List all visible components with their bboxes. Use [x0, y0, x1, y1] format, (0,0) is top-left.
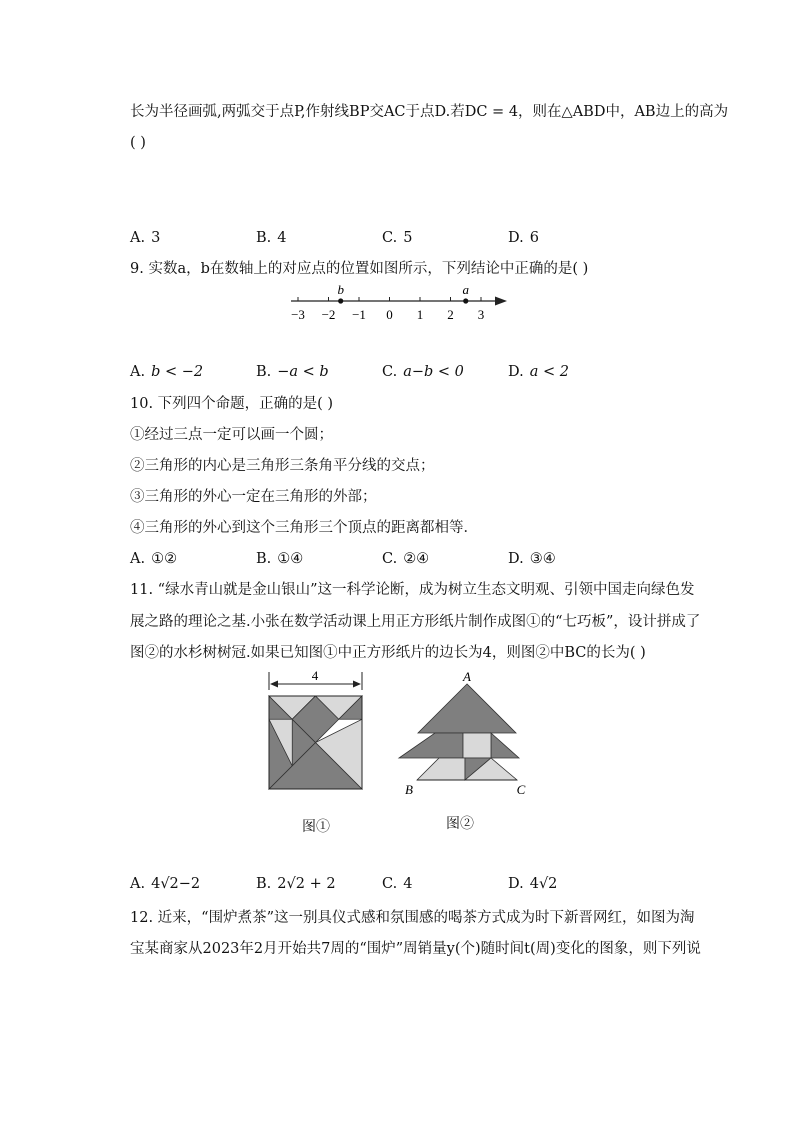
q11-option-c[interactable] [382, 874, 412, 894]
q12-text-line2: 宝某商家从2023年2月开始共7周的“围炉”周销量y(个)随时间t(周)变化的图象，则下列说 [130, 941, 701, 957]
dim-arrow-right [353, 681, 361, 688]
tick-label: −3 [291, 307, 305, 322]
option-value: ①② [151, 551, 178, 567]
point-b-label: b [337, 283, 344, 297]
option-label: B. [256, 230, 272, 246]
tick-label: −1 [352, 307, 366, 322]
option-label: A. [130, 876, 146, 892]
dim-arrow-left [270, 681, 278, 688]
dimension-label: 4 [311, 668, 319, 683]
option-value: b < −2 [151, 364, 204, 380]
option-label: A. [130, 230, 146, 246]
option-value: 2√2 + 2 [277, 876, 336, 892]
q10-option-a[interactable] [130, 549, 177, 569]
q10-item-3: ③三角形的外心一定在三角形的外部； [130, 489, 377, 505]
option-label: D. [508, 230, 524, 246]
option-label: D. [508, 551, 524, 567]
option-label: B. [256, 364, 272, 380]
option-label: D. [508, 876, 524, 892]
option-value: 4√2−2 [151, 876, 201, 892]
tick-label: 2 [447, 307, 454, 322]
option-value: 4√2 [529, 876, 558, 892]
q12-text-line1: 12. 近来，“围炉煮茶”这一别具仪式感和氛围感的喝茶方式成为时下新晋网红，如图为淘 [130, 910, 695, 926]
option-value: −a < b [277, 364, 329, 380]
q11-figure-1-caption: 图① [302, 819, 330, 835]
axis-arrow [495, 297, 507, 306]
q8-paren: ( ) [130, 135, 146, 151]
tree-bottom-left [417, 758, 465, 780]
option-value: ②④ [403, 551, 430, 567]
q10-option-d[interactable] [508, 549, 556, 569]
q11-option-a[interactable] [130, 874, 200, 894]
option-label: A. [130, 551, 146, 567]
q8-option-b[interactable] [256, 228, 287, 248]
point-a-dot [463, 298, 468, 303]
option-value: 4 [277, 230, 287, 246]
q10-item-4: ④三角形的外心到这个三角形三个顶点的距离都相等． [130, 520, 478, 536]
option-value: ③④ [529, 551, 556, 567]
q11-text-line3: 图②的水杉树树冠.如果已知图①中正方形纸片的边长为4，则图②中BC的长为( ) [130, 645, 646, 661]
tree-middle-left [399, 733, 463, 758]
tree-top-triangle [418, 684, 516, 733]
option-label: C. [382, 364, 398, 380]
point-b-dot [338, 298, 343, 303]
option-label: C. [382, 876, 398, 892]
point-a-label: a [462, 283, 469, 297]
q10-option-c[interactable] [382, 549, 429, 569]
option-value: 6 [529, 230, 539, 246]
tick-label: 3 [477, 307, 485, 322]
option-value: ①④ [277, 551, 304, 567]
q8-option-d[interactable] [508, 228, 539, 248]
q10-text: 10. 下列四个命题，正确的是( ) [130, 396, 334, 412]
point-B-label: B [405, 782, 413, 797]
q11-text-line2: 展之路的理论之基.小张在数学活动课上用正方形纸片制作成图①的“七巧板”，设计拼成了 [130, 614, 701, 630]
option-value: a < 2 [529, 364, 569, 380]
q11-option-d[interactable] [508, 874, 557, 894]
tick-label: −2 [321, 307, 336, 322]
tick-label: 0 [386, 307, 393, 322]
option-value: 3 [151, 230, 161, 246]
q11-figure-1-tangram [262, 668, 370, 793]
tree-center-square [463, 733, 491, 758]
tree-middle-right [491, 733, 519, 758]
option-value: 5 [403, 230, 413, 246]
q10-option-b[interactable] [256, 549, 303, 569]
tick-label: 1 [416, 307, 424, 322]
option-label: B. [256, 551, 272, 567]
option-value: 4 [403, 876, 413, 892]
q11-option-b[interactable] [256, 874, 336, 894]
q9-option-b[interactable] [256, 362, 329, 382]
option-value: a−b < 0 [403, 364, 464, 380]
q9-option-d[interactable] [508, 362, 569, 382]
option-label: D. [508, 364, 524, 380]
q8-text-line1: 长为半径画弧,两弧交于点P,作射线BP交AC于点D.若DC = 4，则在△ABD中，AB边上的高为 [130, 104, 729, 120]
option-label: C. [382, 230, 398, 246]
point-A-label: A [463, 669, 471, 684]
option-label: B. [256, 876, 272, 892]
q11-figure-2-caption: 图② [446, 816, 474, 832]
option-label: C. [382, 551, 398, 567]
q10-item-2: ②三角形的内心是三角形三条角平分线的交点； [130, 458, 435, 474]
q8-option-a[interactable] [130, 228, 160, 248]
option-label: A. [130, 364, 146, 380]
q8-option-c[interactable] [382, 228, 412, 248]
q10-item-1: ①经过三点一定可以画一个圆； [130, 427, 333, 443]
q11-text-line1: 11. “绿水青山就是金山银山”这一科学论断，成为树立生态文明观、引领中国走向绿色发 [130, 582, 695, 598]
point-C-label: C [516, 782, 526, 797]
q9-text: 9. 实数a，b在数轴上的对应点的位置如图所示，下列结论中正确的是( ) [130, 261, 589, 277]
q11-figure-2-tree [395, 668, 535, 798]
q9-option-a[interactable] [130, 362, 203, 382]
q9-option-c[interactable] [382, 362, 464, 382]
q9-number-line [285, 283, 515, 325]
